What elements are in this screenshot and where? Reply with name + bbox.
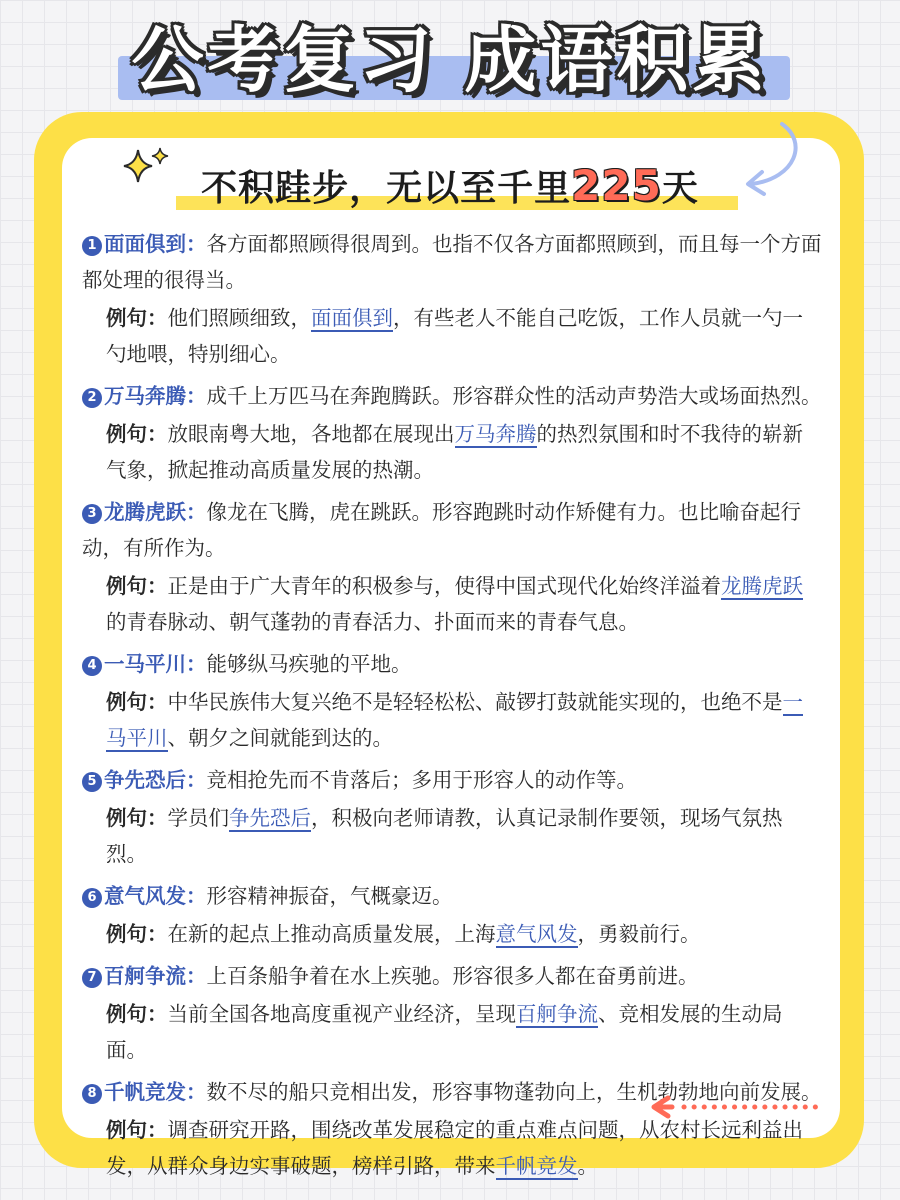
idiom-term: 面面俱到 (104, 232, 186, 256)
idiom-definition: 各方面都照顾得很周到。也指不仅各方面都照顾到，而且每一个方面都处理的很得当。 (82, 232, 822, 292)
idiom-definition-line (82, 646, 822, 682)
idiom-definition-line (82, 378, 822, 414)
idiom-entry (82, 494, 822, 640)
idiom-definition-line (82, 762, 822, 798)
example-sentence (82, 568, 822, 640)
idiom-term: 千帆竞发 (104, 1080, 186, 1104)
example-text-before: 正是由于广大青年的积极参与，使得中国式现代化始终洋溢着 (167, 574, 721, 598)
example-label: 例句： (106, 922, 168, 946)
number-badge: 7 (82, 968, 102, 988)
idiom-definition-line (82, 958, 822, 994)
idiom-definition-line (82, 494, 822, 566)
idiom-entry (82, 878, 822, 952)
example-text-after: 、竞相发展的生动局面。 (106, 1002, 783, 1062)
idiom-entry (82, 226, 822, 372)
idiom-term: 意气风发 (104, 884, 186, 908)
example-text-after: 。 (577, 1154, 598, 1178)
idiom-definition-line (82, 878, 822, 914)
dotted-arrow-icon (650, 1092, 820, 1122)
term-colon: ： (186, 884, 207, 908)
idiom-entry (82, 378, 822, 488)
example-text-before: 放眼南粤大地，各地都在展现出 (167, 422, 455, 446)
term-colon: ： (186, 384, 207, 408)
example-sentence (82, 300, 822, 372)
number-badge: 4 (82, 656, 102, 676)
number-badge: 2 (82, 388, 102, 408)
example-highlight: 龙腾虎跃 (721, 574, 803, 598)
subtitle-text: 不积跬步，无以至千里 (201, 168, 572, 209)
example-text-before: 调查研究开路，围绕改革发展稳定的重点难点问题，从农村长远利益出发，从群众身边实事破题，榜样引路，带来 (106, 1118, 803, 1178)
example-sentence (82, 1112, 822, 1184)
idiom-term: 万马奔腾 (104, 384, 186, 408)
number-badge: 3 (82, 504, 102, 524)
example-label: 例句： (106, 1002, 168, 1026)
example-highlight: 意气风发 (495, 922, 578, 946)
idiom-definition: 数不尽的船只竞相出发，形容事物蓬勃向上，生机勃勃地向前发展。 (206, 1080, 822, 1104)
day-count: 225 (571, 161, 662, 210)
idiom-definition: 能够纵马疾驰的平地。 (206, 652, 412, 676)
example-text-after: ，有些老人不能自己吃饭，工作人员就一勺一勺地喂，特别细心。 (106, 306, 803, 366)
idiom-definition: 形容精神振奋，气概豪迈。 (206, 884, 453, 908)
term-colon: ： (186, 500, 207, 524)
term-colon: ： (186, 232, 207, 256)
term-colon: ： (186, 1080, 207, 1104)
example-sentence (82, 416, 822, 488)
subtitle (0, 160, 900, 215)
example-sentence (82, 916, 822, 952)
example-text-before: 中华民族伟大复兴绝不是轻轻松松、敲锣打鼓就能实现的，也绝不是 (167, 690, 783, 714)
idiom-definition: 上百条船争着在水上疾驰。形容很多人都在奋勇前进。 (206, 964, 699, 988)
example-label: 例句： (106, 690, 168, 714)
idiom-entry (82, 958, 822, 1068)
example-label: 例句： (106, 306, 168, 330)
example-text-after: ，勇毅前行。 (577, 922, 701, 946)
example-text-after: 的青春脉动、朝气蓬勃的青春活力、扑面而来的青春气息。 (106, 610, 639, 634)
example-text-before: 学员们 (167, 806, 229, 830)
example-text-before: 当前全国各地高度重视产业经济，呈现 (167, 1002, 516, 1026)
example-text-before: 在新的起点上推动高质量发展，上海 (167, 922, 496, 946)
example-label: 例句： (106, 806, 168, 830)
number-badge: 1 (82, 236, 102, 256)
idiom-definition-line (82, 226, 822, 298)
idiom-entry (82, 762, 822, 872)
idiom-entry (82, 646, 822, 756)
example-text-after: ，积极向老师请教，认真记录制作要领，现场气氛热烈。 (106, 806, 783, 866)
page-title: 公考复习 成语积累 (131, 18, 769, 102)
example-label: 例句： (106, 1118, 168, 1142)
idiom-list (82, 226, 822, 1190)
idiom-definition: 竞相抢先而不肯落后；多用于形容人的动作等。 (206, 768, 637, 792)
term-colon: ： (186, 964, 207, 988)
term-colon: ： (186, 768, 207, 792)
example-highlight: 百舸争流 (516, 1002, 598, 1026)
number-badge: 5 (82, 772, 102, 792)
example-text-after: 、朝夕之间就能到达的。 (167, 726, 393, 750)
example-highlight: 万马奔腾 (454, 422, 537, 446)
example-sentence (82, 800, 822, 872)
term-colon: ： (186, 652, 207, 676)
number-badge: 6 (82, 888, 102, 908)
example-highlight: 千帆竞发 (495, 1154, 578, 1178)
subtitle-suffix: 天 (661, 168, 699, 209)
example-label: 例句： (106, 574, 168, 598)
example-sentence (82, 684, 822, 756)
idiom-definition: 像龙在飞腾，虎在跳跃。形容跑跳时动作矫健有力。也比喻奋起行动，有所作为。 (82, 500, 801, 560)
idiom-term: 龙腾虎跃 (104, 500, 186, 524)
example-highlight: 面面俱到 (311, 306, 393, 330)
example-sentence (82, 996, 822, 1068)
example-text-before: 他们照顾细致， (167, 306, 311, 330)
example-highlight: 争先恐后 (229, 806, 311, 830)
idiom-term: 百舸争流 (104, 964, 186, 988)
example-text-after: 的热烈氛围和时不我待的崭新气象，掀起推动高质量发展的热潮。 (106, 422, 803, 482)
idiom-term: 一马平川 (104, 652, 186, 676)
example-label: 例句： (106, 422, 168, 446)
example-highlight: 一马平川 (106, 690, 803, 750)
idiom-term: 争先恐后 (104, 768, 186, 792)
number-badge: 8 (82, 1084, 102, 1104)
idiom-definition: 成千上万匹马在奔跑腾跃。形容群众性的活动声势浩大或场面热烈。 (206, 384, 822, 408)
idiom-entry (82, 1074, 822, 1184)
